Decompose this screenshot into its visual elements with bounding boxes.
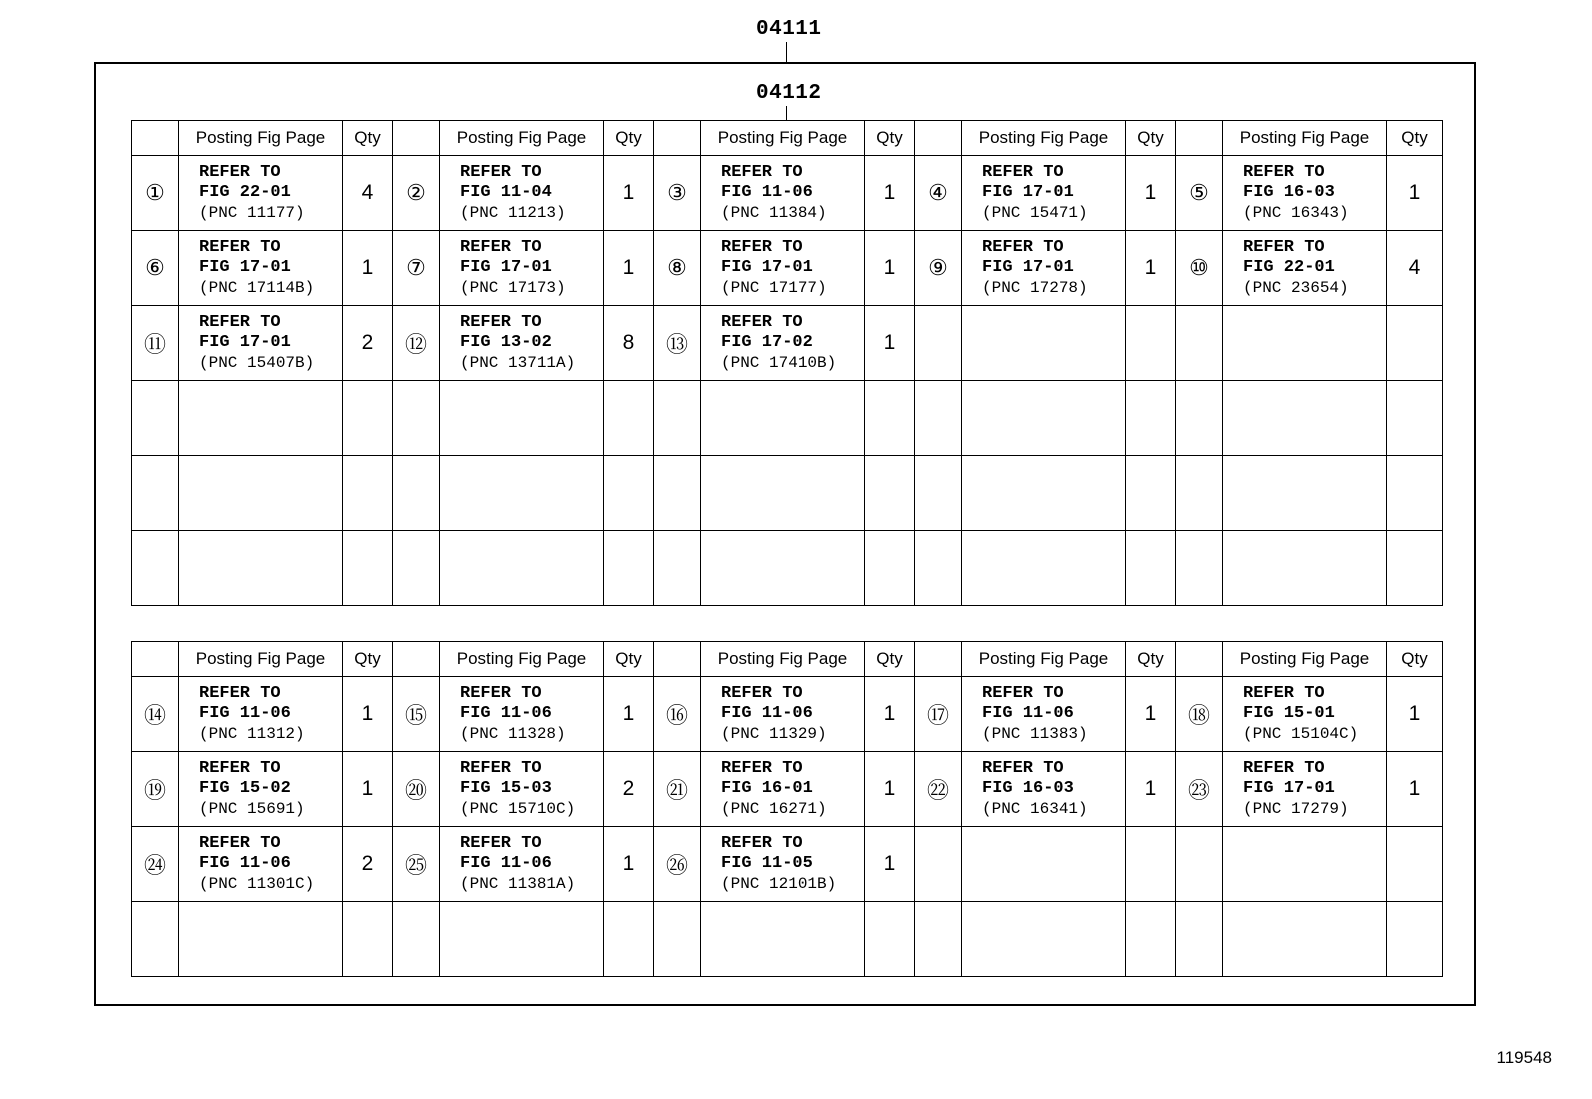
outer-leader-line — [786, 42, 787, 62]
refer-line: REFER TO — [721, 163, 803, 182]
qty-cell — [865, 381, 915, 456]
qty-cell: 1 — [343, 677, 393, 752]
callout-number — [654, 456, 701, 531]
reference-cell — [701, 752, 865, 827]
header-qty-cell: Qty — [865, 642, 915, 677]
callout-number: ⑲ — [132, 752, 179, 827]
fig-line: FIG 11-06 — [721, 704, 813, 723]
header-number-cell — [132, 642, 179, 677]
qty-cell: 1 — [1387, 156, 1443, 231]
qty-cell: 1 — [865, 752, 915, 827]
qty-cell: 1 — [604, 827, 654, 902]
inner-assembly-code: 04112 — [756, 82, 822, 105]
qty-cell — [343, 381, 393, 456]
fig-line: FIG 11-05 — [721, 854, 813, 873]
reference-cell — [440, 381, 604, 456]
callout-number — [1176, 902, 1223, 977]
pnc-line: (PNC 17278) — [982, 279, 1088, 297]
refer-line: REFER TO — [721, 834, 803, 853]
callout-number: ⑦ — [393, 231, 440, 306]
qty-cell — [1387, 381, 1443, 456]
fig-line: FIG 17-01 — [982, 258, 1074, 277]
pnc-line: (PNC 17279) — [1243, 800, 1349, 818]
reference-cell — [440, 231, 604, 306]
pnc-line: (PNC 11383) — [982, 725, 1088, 743]
reference-cell — [440, 156, 604, 231]
callout-number — [915, 381, 962, 456]
pnc-line: (PNC 15710C) — [460, 800, 576, 818]
fig-line: FIG 17-01 — [1243, 779, 1335, 798]
outer-assembly-code: 04111 — [756, 18, 822, 41]
reference-cell — [179, 231, 343, 306]
reference-cell — [179, 677, 343, 752]
reference-cell — [1223, 752, 1387, 827]
qty-cell — [865, 531, 915, 606]
reference-cell — [440, 456, 604, 531]
reference-cell — [440, 902, 604, 977]
callout-number — [393, 381, 440, 456]
pnc-line: (PNC 17410B) — [721, 354, 837, 372]
header-qty-cell: Qty — [343, 121, 393, 156]
qty-cell: 1 — [865, 677, 915, 752]
header-posting-cell: Posting Fig Page — [701, 121, 865, 156]
callout-number: ㉖ — [654, 827, 701, 902]
fig-line: FIG 16-03 — [982, 779, 1074, 798]
callout-number — [393, 456, 440, 531]
pnc-line: (PNC 11177) — [199, 204, 305, 222]
qty-cell: 1 — [604, 231, 654, 306]
callout-number — [915, 531, 962, 606]
refer-line: REFER TO — [460, 759, 542, 778]
parts-reference-table — [131, 120, 1443, 606]
header-number-cell — [915, 642, 962, 677]
fig-line: FIG 17-01 — [982, 183, 1074, 202]
header-qty-cell: Qty — [343, 642, 393, 677]
callout-number: ⑧ — [654, 231, 701, 306]
reference-cell — [1223, 231, 1387, 306]
table-row — [132, 306, 1443, 381]
reference-cell — [701, 531, 865, 606]
reference-cell — [962, 231, 1126, 306]
refer-line: REFER TO — [721, 313, 803, 332]
reference-cell — [701, 677, 865, 752]
callout-number: ⑨ — [915, 231, 962, 306]
reference-cell — [179, 381, 343, 456]
pnc-line: (PNC 16341) — [982, 800, 1088, 818]
pnc-line: (PNC 17114B) — [199, 279, 315, 297]
table-row — [132, 456, 1443, 531]
table-row — [132, 902, 1443, 977]
fig-line: FIG 17-01 — [721, 258, 813, 277]
pnc-line: (PNC 15691) — [199, 800, 305, 818]
qty-cell: 1 — [343, 231, 393, 306]
pnc-line: (PNC 15104C) — [1243, 725, 1359, 743]
pnc-line: (PNC 11312) — [199, 725, 305, 743]
fig-line: FIG 11-06 — [460, 854, 552, 873]
reference-cell — [701, 381, 865, 456]
fig-line: FIG 16-01 — [721, 779, 813, 798]
callout-number — [1176, 827, 1223, 902]
callout-number — [654, 381, 701, 456]
pnc-line: (PNC 11328) — [460, 725, 566, 743]
reference-cell — [962, 456, 1126, 531]
qty-cell — [1126, 827, 1176, 902]
reference-cell — [440, 752, 604, 827]
qty-cell: 2 — [343, 827, 393, 902]
refer-line: REFER TO — [721, 759, 803, 778]
reference-cell — [1223, 827, 1387, 902]
table-row — [132, 381, 1443, 456]
reference-cell — [962, 677, 1126, 752]
callout-number — [1176, 456, 1223, 531]
header-posting-cell: Posting Fig Page — [440, 642, 604, 677]
reference-cell — [440, 827, 604, 902]
refer-line: REFER TO — [199, 759, 281, 778]
refer-line: REFER TO — [1243, 759, 1325, 778]
header-qty-cell: Qty — [1126, 121, 1176, 156]
pnc-line: (PNC 12101B) — [721, 875, 837, 893]
callout-number: ⑥ — [132, 231, 179, 306]
callout-number: ⑰ — [915, 677, 962, 752]
callout-number — [915, 902, 962, 977]
qty-cell: 1 — [1126, 752, 1176, 827]
reference-cell — [440, 306, 604, 381]
refer-line: REFER TO — [721, 238, 803, 257]
header-posting-cell: Posting Fig Page — [1223, 642, 1387, 677]
header-posting-cell: Posting Fig Page — [1223, 121, 1387, 156]
header-number-cell — [393, 642, 440, 677]
pnc-line: (PNC 11384) — [721, 204, 827, 222]
qty-cell: 1 — [343, 752, 393, 827]
header-number-cell — [1176, 642, 1223, 677]
header-number-cell — [132, 121, 179, 156]
refer-line: REFER TO — [1243, 684, 1325, 703]
table-header-row — [132, 121, 1443, 156]
reference-cell — [1223, 902, 1387, 977]
reference-cell — [440, 531, 604, 606]
reference-cell — [1223, 381, 1387, 456]
fig-line: FIG 11-06 — [199, 854, 291, 873]
callout-number: ④ — [915, 156, 962, 231]
callout-number: ⑪ — [132, 306, 179, 381]
qty-cell — [865, 902, 915, 977]
qty-cell: 1 — [604, 677, 654, 752]
reference-cell — [179, 752, 343, 827]
reference-cell — [1223, 156, 1387, 231]
qty-cell: 1 — [1387, 752, 1443, 827]
refer-line: REFER TO — [199, 834, 281, 853]
callout-number: ⑳ — [393, 752, 440, 827]
qty-cell — [1126, 902, 1176, 977]
refer-line: REFER TO — [460, 163, 542, 182]
qty-cell — [1126, 306, 1176, 381]
refer-line: REFER TO — [982, 684, 1064, 703]
qty-cell — [865, 456, 915, 531]
pnc-line: (PNC 11301C) — [199, 875, 315, 893]
qty-cell — [1387, 456, 1443, 531]
qty-cell: 1 — [865, 231, 915, 306]
callout-number — [393, 902, 440, 977]
header-qty-cell: Qty — [865, 121, 915, 156]
qty-cell — [1387, 531, 1443, 606]
callout-number: ⑮ — [393, 677, 440, 752]
callout-number — [132, 381, 179, 456]
header-number-cell — [654, 642, 701, 677]
reference-cell — [701, 902, 865, 977]
fig-line: FIG 17-02 — [721, 333, 813, 352]
fig-line: FIG 11-06 — [199, 704, 291, 723]
header-posting-cell: Posting Fig Page — [179, 642, 343, 677]
reference-cell — [179, 902, 343, 977]
refer-line: REFER TO — [460, 684, 542, 703]
qty-cell — [1387, 827, 1443, 902]
refer-line: REFER TO — [199, 684, 281, 703]
fig-line: FIG 15-03 — [460, 779, 552, 798]
qty-cell: 1 — [1126, 677, 1176, 752]
qty-cell — [604, 531, 654, 606]
reference-cell — [962, 306, 1126, 381]
refer-line: REFER TO — [460, 238, 542, 257]
callout-number: ㉑ — [654, 752, 701, 827]
reference-cell — [962, 752, 1126, 827]
qty-cell — [1387, 902, 1443, 977]
pnc-line: (PNC 11213) — [460, 204, 566, 222]
reference-cell — [701, 156, 865, 231]
qty-cell — [604, 902, 654, 977]
callout-number — [393, 531, 440, 606]
header-number-cell — [393, 121, 440, 156]
qty-cell — [604, 381, 654, 456]
qty-cell: 1 — [865, 827, 915, 902]
table-row — [132, 231, 1443, 306]
reference-cell — [1223, 531, 1387, 606]
callout-number: ⑯ — [654, 677, 701, 752]
table-row — [132, 531, 1443, 606]
reference-cell — [1223, 306, 1387, 381]
table-row — [132, 156, 1443, 231]
callout-number — [654, 531, 701, 606]
callout-number — [1176, 306, 1223, 381]
pnc-line: (PNC 17177) — [721, 279, 827, 297]
callout-number: ⑤ — [1176, 156, 1223, 231]
refer-line: REFER TO — [199, 313, 281, 332]
pnc-line: (PNC 16271) — [721, 800, 827, 818]
refer-line: REFER TO — [199, 238, 281, 257]
qty-cell — [1387, 306, 1443, 381]
header-number-cell — [1176, 121, 1223, 156]
table-row — [132, 752, 1443, 827]
header-qty-cell: Qty — [1387, 642, 1443, 677]
pnc-line: (PNC 13711A) — [460, 354, 576, 372]
qty-cell — [604, 456, 654, 531]
reference-cell — [440, 677, 604, 752]
pnc-line: (PNC 15471) — [982, 204, 1088, 222]
fig-line: FIG 11-06 — [721, 183, 813, 202]
header-posting-cell: Posting Fig Page — [440, 121, 604, 156]
qty-cell: 1 — [865, 156, 915, 231]
qty-cell: 1 — [865, 306, 915, 381]
fig-line: FIG 13-02 — [460, 333, 552, 352]
callout-number: ⑩ — [1176, 231, 1223, 306]
table-row — [132, 827, 1443, 902]
reference-cell — [962, 902, 1126, 977]
fig-line: FIG 17-01 — [460, 258, 552, 277]
header-qty-cell: Qty — [1387, 121, 1443, 156]
refer-line: REFER TO — [982, 238, 1064, 257]
callout-number: ② — [393, 156, 440, 231]
refer-line: REFER TO — [982, 759, 1064, 778]
reference-cell — [1223, 677, 1387, 752]
refer-line: REFER TO — [982, 163, 1064, 182]
qty-cell — [1126, 456, 1176, 531]
callout-number — [1176, 531, 1223, 606]
reference-cell — [701, 827, 865, 902]
fig-line: FIG 16-03 — [1243, 183, 1335, 202]
refer-line: REFER TO — [460, 834, 542, 853]
callout-number — [132, 531, 179, 606]
refer-line: REFER TO — [1243, 238, 1325, 257]
header-posting-cell: Posting Fig Page — [179, 121, 343, 156]
callout-number — [915, 306, 962, 381]
callout-number: ① — [132, 156, 179, 231]
refer-line: REFER TO — [460, 313, 542, 332]
callout-number — [915, 827, 962, 902]
qty-cell: 4 — [343, 156, 393, 231]
fig-line: FIG 17-01 — [199, 258, 291, 277]
fig-line: FIG 17-01 — [199, 333, 291, 352]
qty-cell: 1 — [1126, 156, 1176, 231]
illustration-number: 119548 — [1496, 1048, 1552, 1067]
fig-line: FIG 11-06 — [460, 704, 552, 723]
fig-line: FIG 15-02 — [199, 779, 291, 798]
refer-line: REFER TO — [1243, 163, 1325, 182]
qty-cell: 1 — [604, 156, 654, 231]
reference-cell — [179, 531, 343, 606]
header-qty-cell: Qty — [604, 121, 654, 156]
pnc-line: (PNC 23654) — [1243, 279, 1349, 297]
fig-line: FIG 15-01 — [1243, 704, 1335, 723]
reference-cell — [179, 306, 343, 381]
fig-line: FIG 22-01 — [1243, 258, 1335, 277]
callout-number — [915, 456, 962, 531]
reference-cell — [701, 306, 865, 381]
fig-line: FIG 11-06 — [982, 704, 1074, 723]
pnc-line: (PNC 11329) — [721, 725, 827, 743]
header-number-cell — [915, 121, 962, 156]
callout-number: ⑱ — [1176, 677, 1223, 752]
reference-cell — [1223, 456, 1387, 531]
fig-line: FIG 22-01 — [199, 183, 291, 202]
callout-number: ㉒ — [915, 752, 962, 827]
table-header-row — [132, 642, 1443, 677]
reference-cell — [962, 156, 1126, 231]
fig-line: FIG 11-04 — [460, 183, 552, 202]
callout-number: ㉕ — [393, 827, 440, 902]
callout-number: ⑬ — [654, 306, 701, 381]
pnc-line: (PNC 16343) — [1243, 204, 1349, 222]
qty-cell: 1 — [1126, 231, 1176, 306]
callout-number: ③ — [654, 156, 701, 231]
qty-cell: 2 — [343, 306, 393, 381]
qty-cell: 8 — [604, 306, 654, 381]
qty-cell — [343, 902, 393, 977]
reference-cell — [701, 231, 865, 306]
reference-cell — [179, 456, 343, 531]
qty-cell: 4 — [1387, 231, 1443, 306]
callout-number: ㉔ — [132, 827, 179, 902]
pnc-line: (PNC 15407B) — [199, 354, 315, 372]
callout-number: ⑫ — [393, 306, 440, 381]
reference-cell — [962, 827, 1126, 902]
header-qty-cell: Qty — [604, 642, 654, 677]
refer-line: REFER TO — [721, 684, 803, 703]
reference-cell — [179, 827, 343, 902]
reference-cell — [962, 381, 1126, 456]
qty-cell — [1126, 381, 1176, 456]
qty-cell: 1 — [1387, 677, 1443, 752]
header-qty-cell: Qty — [1126, 642, 1176, 677]
reference-cell — [179, 156, 343, 231]
header-number-cell — [654, 121, 701, 156]
inner-leader-line — [786, 106, 787, 120]
callout-number: ㉓ — [1176, 752, 1223, 827]
qty-cell — [343, 456, 393, 531]
reference-cell — [962, 531, 1126, 606]
reference-cell — [701, 456, 865, 531]
pnc-line: (PNC 17173) — [460, 279, 566, 297]
callout-number — [1176, 381, 1223, 456]
table-row — [132, 677, 1443, 752]
header-posting-cell: Posting Fig Page — [701, 642, 865, 677]
pnc-line: (PNC 11381A) — [460, 875, 576, 893]
callout-number — [132, 902, 179, 977]
header-posting-cell: Posting Fig Page — [962, 642, 1126, 677]
header-posting-cell: Posting Fig Page — [962, 121, 1126, 156]
refer-line: REFER TO — [199, 163, 281, 182]
callout-number: ⑭ — [132, 677, 179, 752]
parts-reference-table — [131, 641, 1443, 977]
callout-number — [654, 902, 701, 977]
callout-number — [132, 456, 179, 531]
qty-cell — [1126, 531, 1176, 606]
qty-cell: 2 — [604, 752, 654, 827]
qty-cell — [343, 531, 393, 606]
